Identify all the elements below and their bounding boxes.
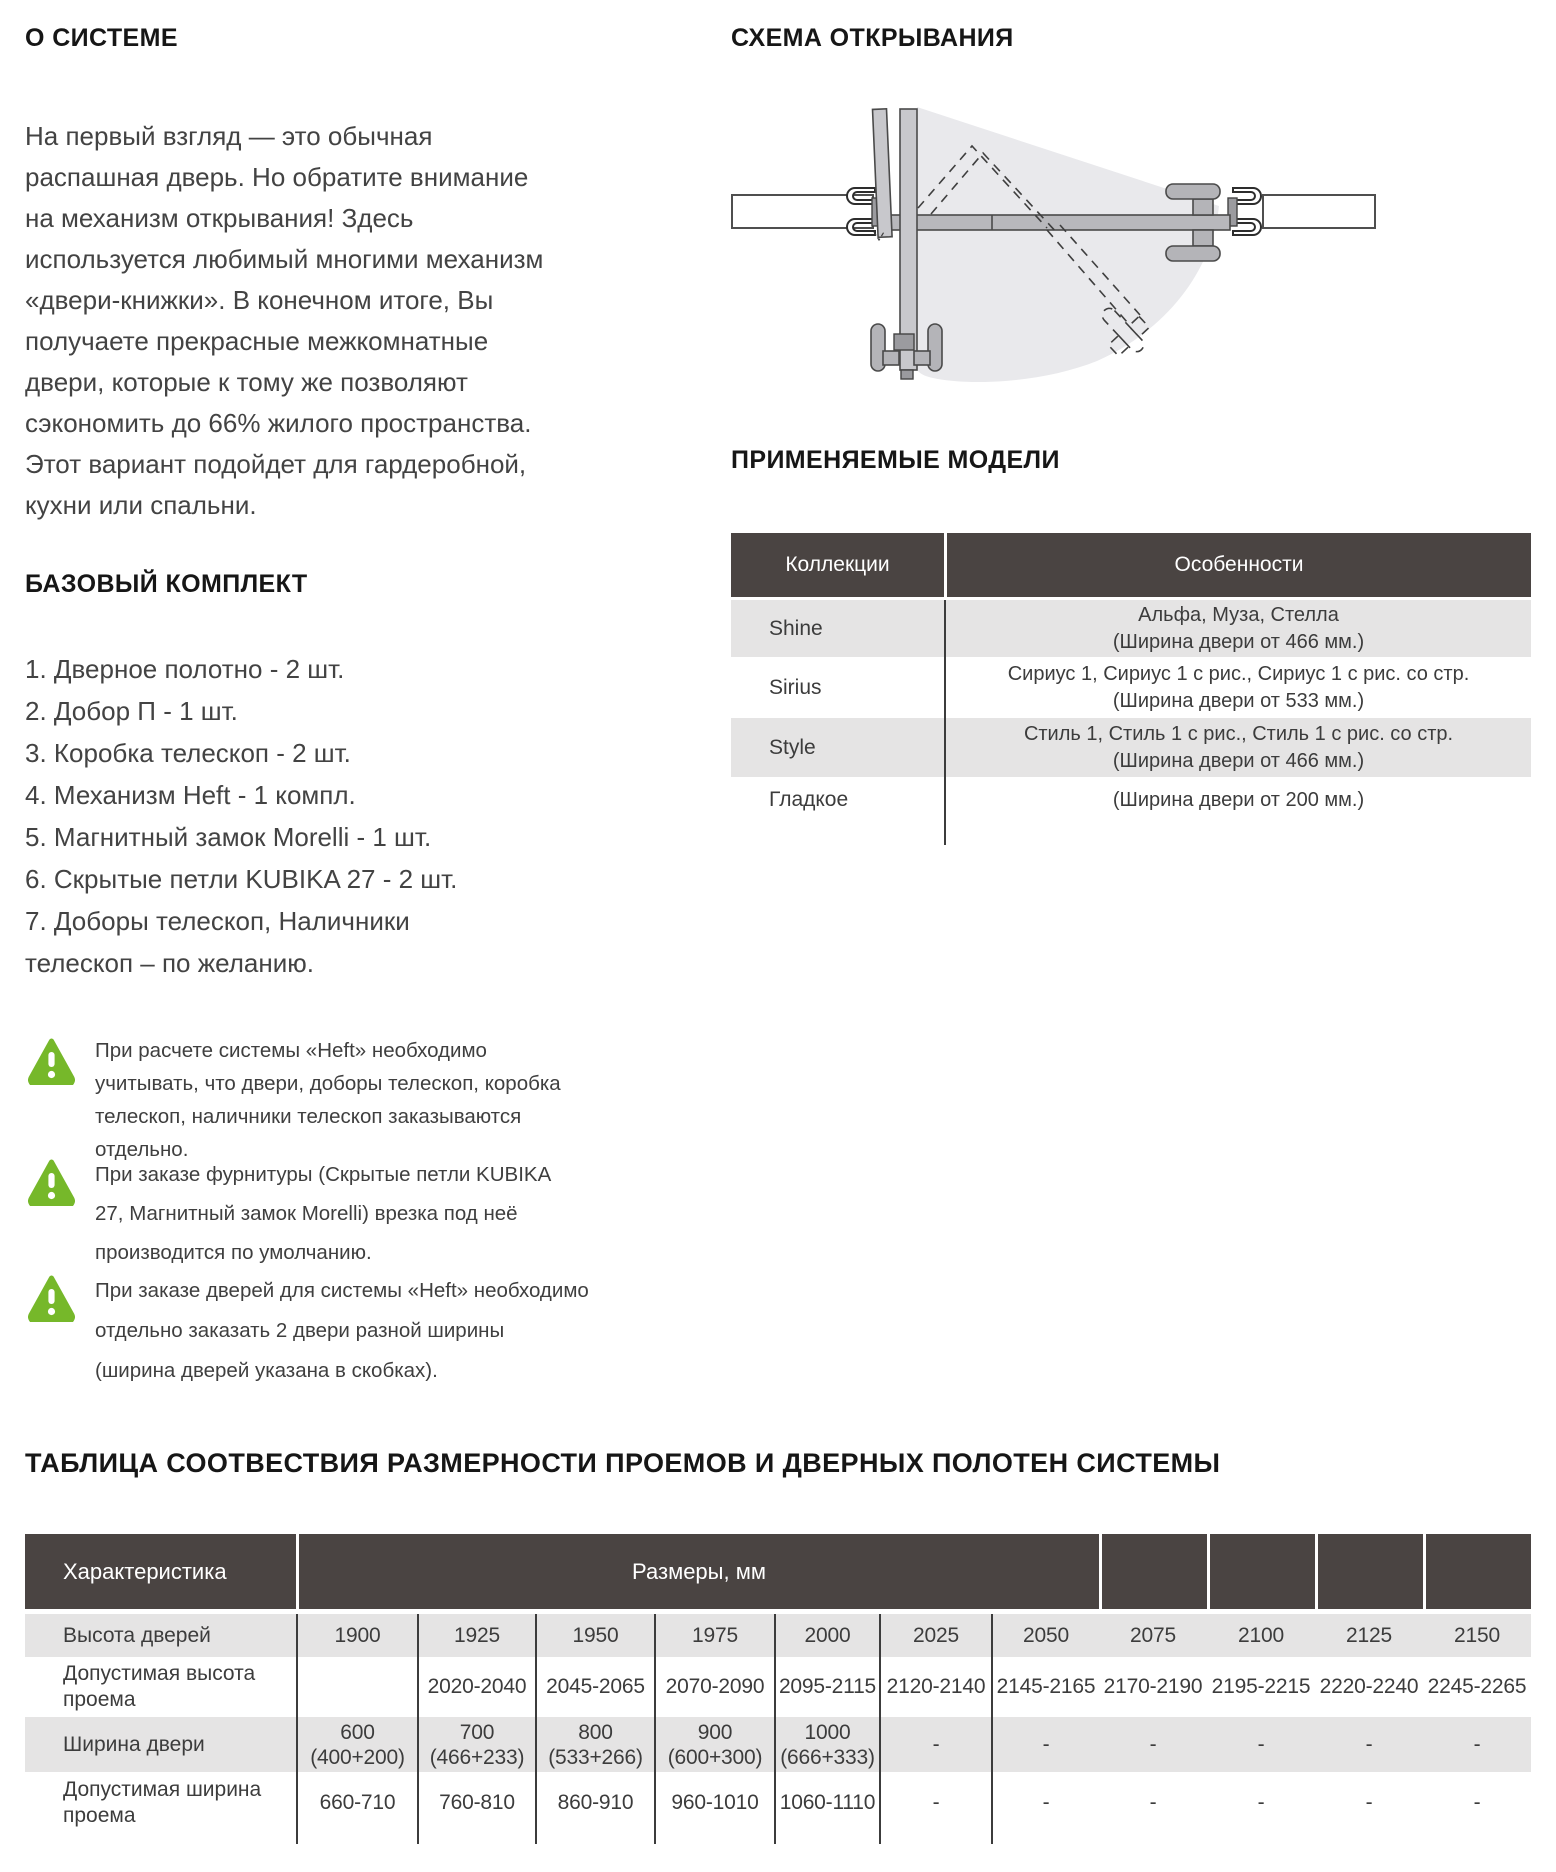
table-cell: 2000 — [774, 1614, 879, 1657]
table-row — [25, 1657, 1531, 1717]
warning-triangle-icon — [28, 1038, 75, 1085]
table-cell: 2100 — [1238, 1623, 1284, 1647]
column-header-empty — [1315, 1534, 1423, 1609]
table-cell: 1000 (666+333) — [774, 1717, 879, 1772]
table-cell: 700 (466+233) — [417, 1717, 535, 1772]
paragraph-line: на механизм открывания! Здесь — [25, 203, 414, 233]
table-cell — [944, 777, 1531, 823]
warning-line: телескоп, наличники телескоп заказываются — [95, 1105, 522, 1128]
warning-text — [95, 1155, 551, 1272]
list-item: 2. Добор П - 1 шт. — [25, 696, 238, 726]
table-cell: 2095-2115 — [774, 1657, 879, 1717]
list-item: 1. Дверное полотно - 2 шт. — [25, 654, 345, 684]
table-cell: 2045-2065 — [535, 1657, 654, 1717]
table-cell: - — [1365, 1791, 1373, 1814]
door-leaves-open — [883, 215, 1230, 230]
warning-line: При заказе фурнитуры (Скрытые петли KUBIKA — [95, 1163, 552, 1186]
table-cell: - — [1473, 1732, 1481, 1756]
paragraph-line: кухни или спальни. — [25, 490, 257, 520]
table-cell: 2125 — [1346, 1623, 1392, 1647]
column-header-empty — [1423, 1534, 1531, 1609]
table-cell: - — [1473, 1791, 1481, 1814]
table-cell: - — [879, 1717, 991, 1772]
door-jamb-right — [1228, 188, 1261, 235]
door-opening-diagram — [725, 80, 1385, 392]
list-item: 6. Скрытые петли KUBIKA 27 - 2 шт. — [25, 864, 458, 894]
table-row — [731, 718, 1531, 777]
table-cell: 2120-2140 — [879, 1657, 991, 1717]
table-row — [25, 1772, 1531, 1834]
sizes-table — [25, 1534, 1531, 1844]
table-cell: - — [1257, 1732, 1265, 1756]
table-cell: 2070-2090 — [654, 1657, 774, 1717]
table-cell: 800 (533+266) — [535, 1717, 654, 1772]
table-cell: 2075 — [1130, 1623, 1176, 1647]
table-cell: 2025 — [879, 1614, 991, 1657]
warning-triangle-icon — [28, 1275, 75, 1322]
table-cell: 2220-2240 — [1319, 1675, 1419, 1698]
wall-right — [1263, 195, 1375, 228]
table-cell: 2170-2190 — [1103, 1675, 1203, 1698]
row-label: Допустимая ширина проема — [63, 1778, 262, 1827]
paragraph-line: На первый взгляд — это обычная — [25, 121, 433, 151]
paragraph-line: получаете прекрасные межкомнатные — [25, 326, 489, 356]
table-cell: 600 (400+200) — [296, 1717, 417, 1772]
warning-line: отдельно. — [95, 1138, 189, 1161]
table-cell: 2050 — [991, 1614, 1099, 1657]
paragraph-line: «двери-книжки». В конечном итоге, Вы — [25, 285, 494, 315]
table-cell: Shine — [769, 616, 823, 640]
table-cell: 900 (600+300) — [654, 1717, 774, 1772]
column-header-empty — [1099, 1534, 1207, 1609]
table-header-row — [731, 533, 1531, 597]
table-cell — [944, 718, 1531, 777]
table-cell: 2145-2165 — [991, 1657, 1099, 1717]
table-cell: 1925 — [417, 1614, 535, 1657]
about-heading: О СИСТЕМЕ — [25, 24, 178, 52]
table-row — [25, 1717, 1531, 1772]
paragraph-line: используется любимый многими механизм — [25, 244, 544, 274]
table-cell: - — [879, 1772, 991, 1834]
table-row — [731, 657, 1531, 718]
warning-text — [95, 1271, 589, 1391]
table-cell: 760-810 — [417, 1772, 535, 1834]
table-cell: - — [1149, 1791, 1157, 1814]
table-row — [731, 597, 1531, 657]
table-cell: 2150 — [1454, 1623, 1500, 1647]
table-divider-extension — [731, 823, 1531, 845]
scheme-heading: СХЕМА ОТКРЫВАНИЯ — [731, 24, 1014, 52]
warning-triangle-icon — [28, 1159, 75, 1206]
door-swing-area — [917, 107, 1219, 382]
list-item: 5. Магнитный замок Morelli - 1 шт. — [25, 822, 432, 852]
kit-heading: БАЗОВЫЙ КОМПЛЕКТ — [25, 570, 308, 598]
row-label: Ширина двери — [63, 1732, 205, 1756]
feature-width: (Ширина двери от 466 мм.) — [1112, 749, 1365, 772]
warning-line: 27, Магнитный замок Morelli) врезка под неё — [95, 1202, 518, 1225]
table-cell: Style — [769, 735, 816, 759]
table-divider-extension — [25, 1834, 1531, 1844]
table-cell: 2195-2215 — [1211, 1675, 1311, 1698]
column-header: Характеристика — [63, 1558, 227, 1584]
table-cell — [296, 1657, 417, 1717]
warning-line: отдельно заказать 2 двери разной ширины — [95, 1319, 505, 1342]
paragraph-line: распашная дверь. Но обратите внимание — [25, 162, 529, 192]
paragraph-line: сэкономить до 66% жилого пространства. — [25, 408, 532, 438]
table-row — [731, 777, 1531, 823]
paragraph-line: двери, которые к тому же позволяют — [25, 367, 468, 397]
column-header-empty — [1207, 1534, 1315, 1609]
feature-width: (Ширина двери от 466 мм.) — [1112, 630, 1365, 653]
table-cell: 1975 — [654, 1614, 774, 1657]
list-item: 3. Коробка телескоп - 2 шт. — [25, 738, 351, 768]
list-item: 7. Доборы телескоп, Наличники — [25, 906, 410, 936]
column-header: Особенности — [944, 533, 1531, 597]
table-cell: 1900 — [296, 1614, 417, 1657]
row-label: Допустимая высота проема — [63, 1662, 256, 1711]
table-cell: Sirius — [769, 675, 822, 699]
table-cell — [944, 657, 1531, 718]
table-cell — [944, 600, 1531, 657]
column-header: Размеры, мм — [296, 1534, 1099, 1609]
feature-width: (Ширина двери от 533 мм.) — [1112, 689, 1365, 712]
feature-width: (Ширина двери от 200 мм.) — [1112, 788, 1365, 811]
list-item: телескоп – по желанию. — [25, 948, 314, 978]
warning-line: производится по умолчанию. — [95, 1241, 372, 1264]
table-cell: 860-910 — [535, 1772, 654, 1834]
table-cell: Гладкое — [769, 788, 849, 811]
table-cell: 960-1010 — [654, 1772, 774, 1834]
table-cell: - — [1257, 1791, 1265, 1814]
sizes-heading: ТАБЛИЦА СООТВЕСТВИЯ РАЗМЕРНОСТИ ПРОЕМОВ И ДВЕРНЫХ ПОЛОТЕН СИСТЕМЫ — [25, 1448, 1221, 1478]
table-cell: 1950 — [535, 1614, 654, 1657]
column-header: Коллекции — [785, 553, 890, 576]
warning-line: При заказе дверей для системы «Heft» необходимо — [95, 1279, 589, 1302]
table-cell: - — [991, 1772, 1099, 1834]
warning-line: При расчете системы «Heft» необходимо — [95, 1039, 487, 1062]
warning-text — [95, 1034, 561, 1166]
row-label: Высота дверей — [63, 1623, 211, 1647]
models-table — [731, 533, 1531, 845]
about-paragraph — [25, 116, 543, 526]
table-cell: 660-710 — [296, 1772, 417, 1834]
models-heading: ПРИМЕНЯЕМЫЕ МОДЕЛИ — [731, 446, 1060, 474]
table-cell: - — [991, 1717, 1099, 1772]
table-row — [25, 1609, 1531, 1657]
paragraph-line: Этот вариант подойдет для гардеробной, — [25, 449, 527, 479]
table-cell: 2245-2265 — [1427, 1675, 1527, 1698]
warning-line: учитывать, что двери, доборы телескоп, коробка — [95, 1072, 561, 1095]
table-cell: - — [1149, 1732, 1157, 1756]
warning-line: (ширина дверей указана в скобках). — [95, 1359, 438, 1382]
list-item: 4. Механизм Heft - 1 компл. — [25, 780, 356, 810]
feature-models: Сириус 1, Сириус 1 с рис., Сириус 1 с рис. со стр. — [1007, 662, 1470, 685]
table-header-row — [25, 1534, 1531, 1609]
table-cell: - — [1365, 1732, 1373, 1756]
table-cell: 2020-2040 — [417, 1657, 535, 1717]
feature-models: Стиль 1, Стиль 1 с рис., Стиль 1 с рис. со стр. — [1023, 722, 1454, 745]
feature-models: Альфа, Муза, Стелла — [1138, 603, 1339, 626]
table-cell: 1060-1110 — [774, 1772, 879, 1834]
kit-list — [25, 648, 457, 984]
